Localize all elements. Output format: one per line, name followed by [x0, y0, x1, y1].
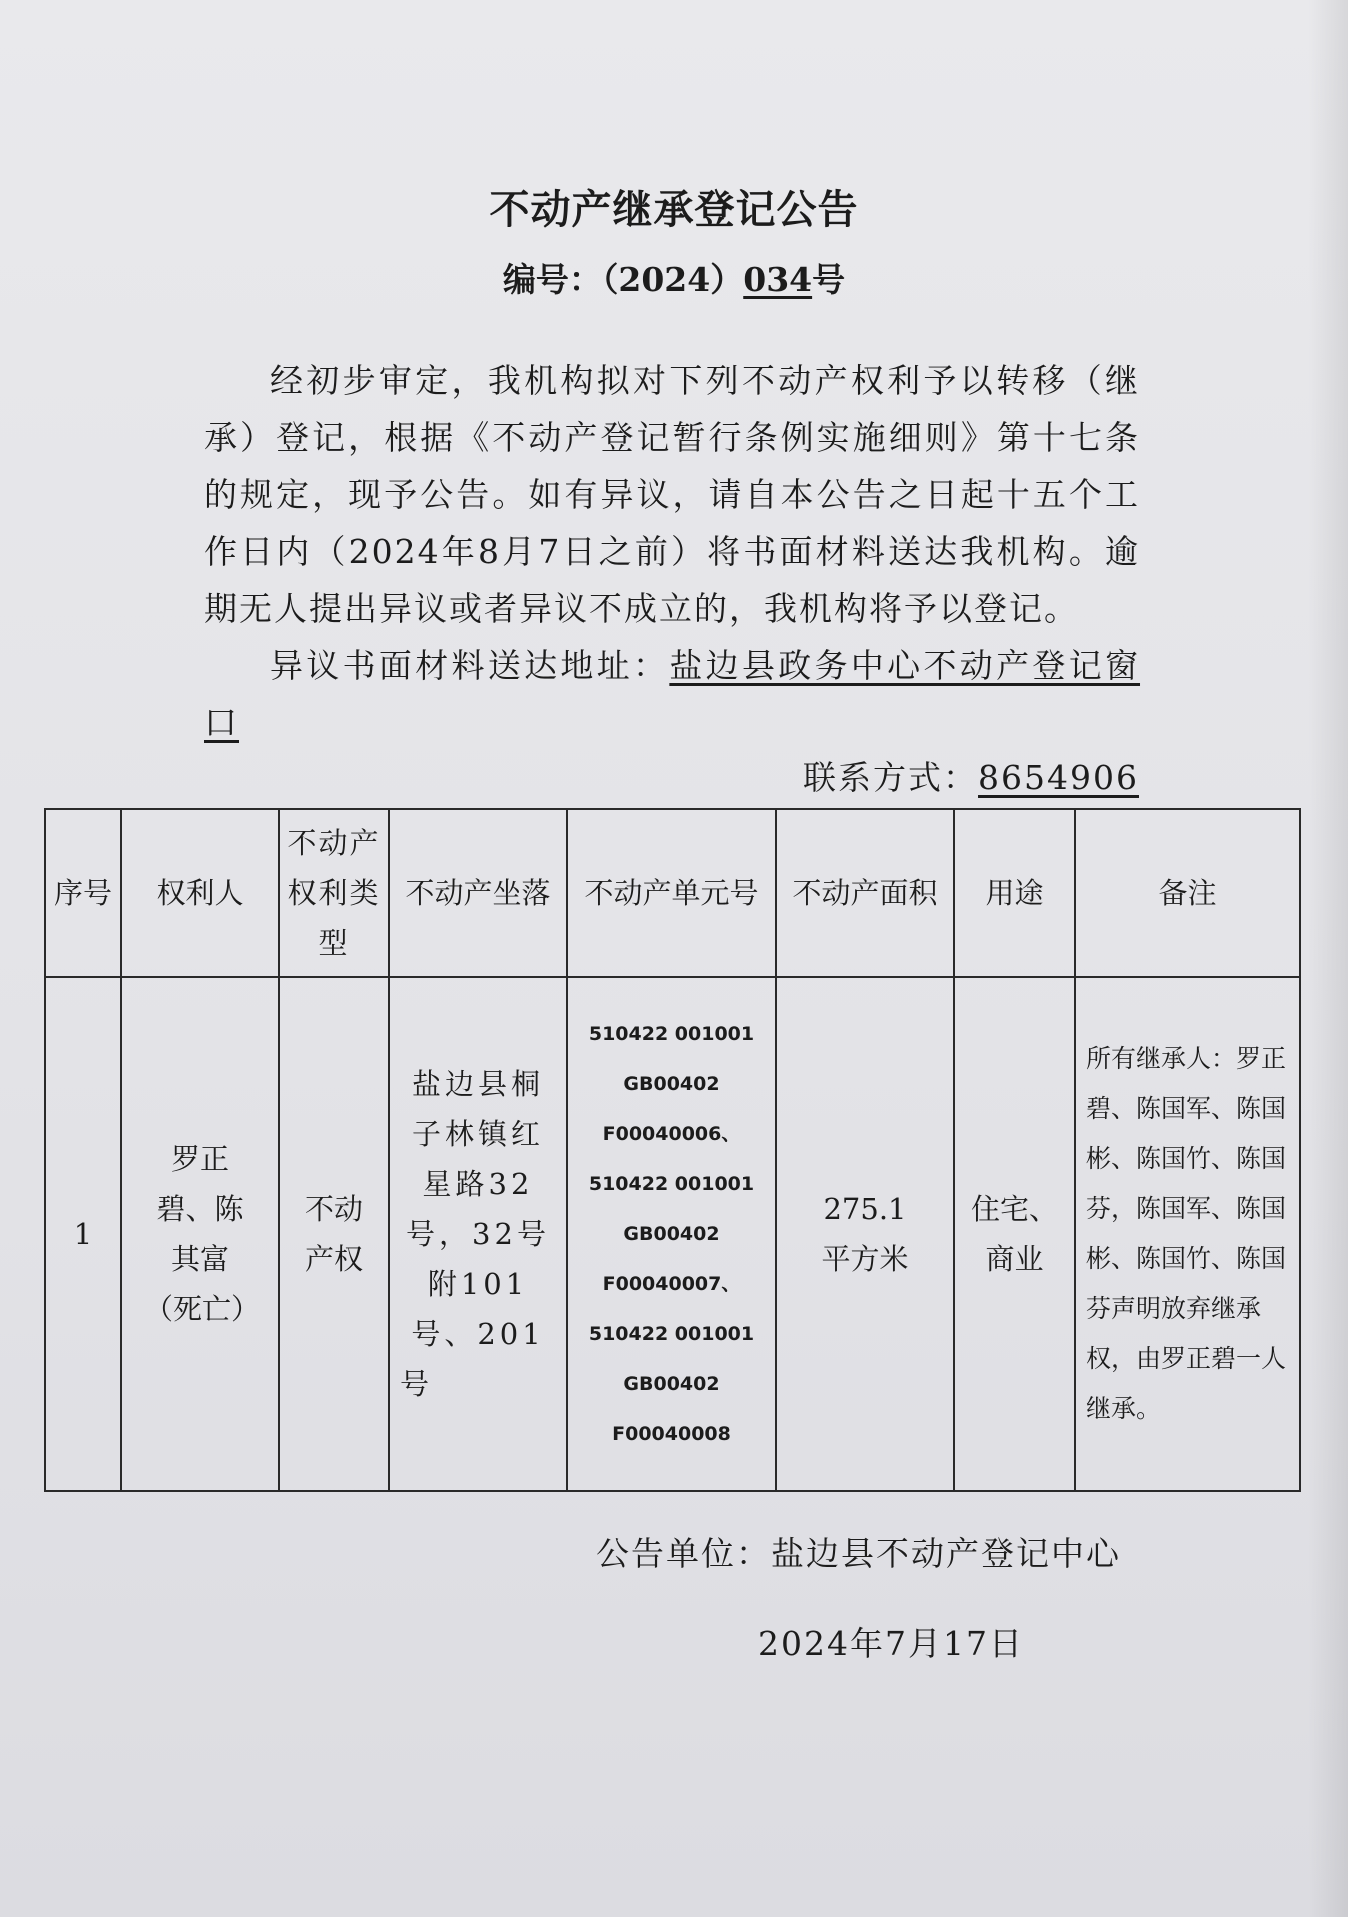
issue-date: 2024年7月17日	[758, 1624, 1024, 1663]
cell-seq: 1	[45, 977, 121, 1491]
header-seq: 序号	[45, 809, 121, 977]
unit-line: 510422 001001	[588, 1023, 755, 1045]
table-header-row	[45, 809, 1300, 977]
unit-line: 510422 001001	[588, 1173, 755, 1195]
header-unit-no: 不动产单元号	[567, 809, 776, 977]
objection-address-value: 盐边县政务中心不动产登记窗口	[204, 646, 1141, 742]
unit-line: GB00402	[623, 1373, 720, 1395]
area-unit: 平方米	[821, 1242, 909, 1276]
cell-unit-numbers	[567, 977, 776, 1491]
cell-right-type: 不动产权	[279, 977, 389, 1491]
header-use: 用途	[954, 809, 1075, 977]
notice-number-prefix: 编号：（2024）	[502, 260, 744, 299]
objection-address	[204, 637, 1140, 751]
objection-address-label: 异议书面材料送达地址：	[270, 646, 670, 685]
photo-edge-shadow	[1308, 0, 1348, 1917]
header-right-type: 不动产权利类型	[279, 809, 389, 977]
unit-line: F00040006、	[602, 1123, 741, 1145]
notice-body	[204, 352, 1140, 751]
table-row	[45, 977, 1300, 1491]
unit-line: F00040007、	[602, 1273, 741, 1295]
header-area: 不动产面积	[776, 809, 954, 977]
header-remark: 备注	[1075, 809, 1300, 977]
cell-holder: 罗正碧、陈其富（死亡）	[121, 977, 279, 1491]
area-value: 275.1	[823, 1192, 907, 1226]
unit-line: GB00402	[623, 1223, 720, 1245]
issuing-unit: 公告单位：盐边县不动产登记中心	[596, 1534, 1121, 1573]
header-location: 不动产坐落	[389, 809, 567, 977]
cell-location: 盐边县桐子林镇红星路32号，32号附101号、201号	[389, 977, 567, 1491]
property-table	[44, 808, 1301, 1492]
unit-line: GB00402	[623, 1073, 720, 1095]
cell-use: 住宅、商业	[954, 977, 1075, 1491]
cell-remark: 所有继承人：罗正碧、陈国军、陈国彬、陈国竹、陈国芬，陈国军、陈国彬、陈国竹、陈国芬声明放弃继承权，由罗正碧一人继承。	[1075, 977, 1300, 1491]
notice-number-suffix: 号	[812, 260, 846, 299]
contact-phone: 8654906	[978, 758, 1139, 797]
contact-label: 联系方式：	[803, 758, 979, 797]
notice-number-code: 034	[743, 260, 813, 299]
cell-area	[776, 977, 954, 1491]
notice-number	[0, 254, 1348, 301]
notice-paragraph: 经初步审定，我机构拟对下列不动产权利予以转移（继承）登记，根据《不动产登记暂行条例实施细则》第十七条的规定，现予公告。如有异议，请自本公告之日起十五个工作日内（2024年8月7日之前）将书面材料送达我机构。逾期无人提出异议或者异议不成立的，我机构将予以登记。	[204, 361, 1140, 628]
contact-line	[700, 752, 1139, 799]
page-title: 不动产继承登记公告	[489, 186, 859, 233]
header-holder: 权利人	[121, 809, 279, 977]
unit-line: 510422 001001	[588, 1323, 755, 1345]
unit-line: F00040008	[612, 1423, 731, 1445]
